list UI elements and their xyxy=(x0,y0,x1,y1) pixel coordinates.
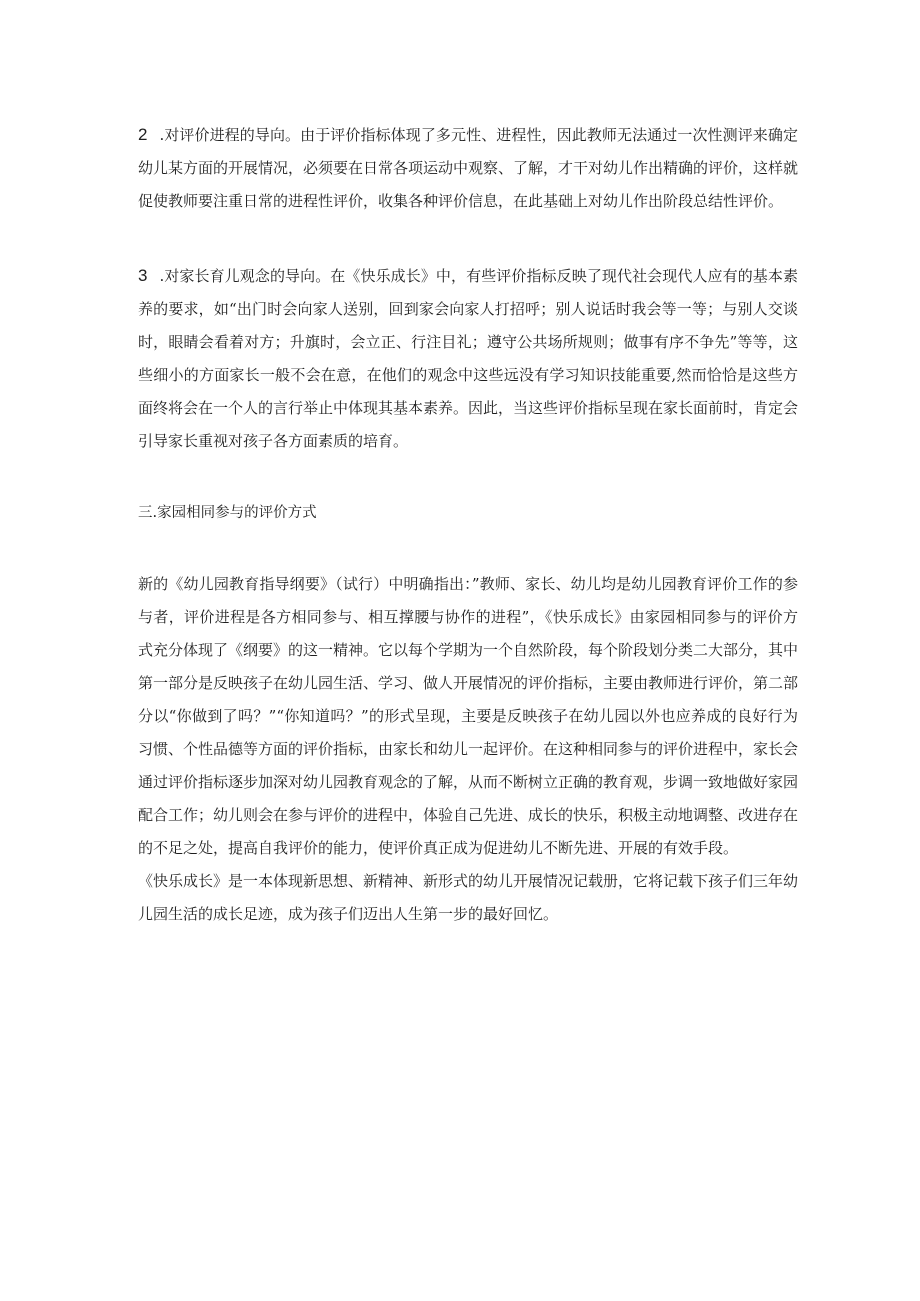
section-heading: 三.家园相同参与的评价方式 xyxy=(138,505,317,521)
paragraph-closing: 《快乐成长》是一本体现新思想、新精神、新形式的幼儿开展情况记载册，它将记载下孩子们三年幼儿园生活的成长足迹，成为孩子们迈出人生第一步的最好回忆。 xyxy=(138,872,799,923)
section-number: 3 xyxy=(138,266,148,285)
section-text: .对评价进程的导向。由于评价指标体现了多元性、进程性，因此教师无法通过一次性测评来确定幼儿某方面的开展情况，必须要在日常各项运动中观察、了解，才干对幼儿作出精确的评价，这样就促使教师要注重日常的进程性评价，收集各种评价信息，在此基础上对幼儿作出阶段总结性评价。 xyxy=(138,126,799,210)
section-number: 2 xyxy=(138,125,148,144)
paragraph-section-2 xyxy=(138,118,798,218)
paragraph-main: 新的《幼儿园教育指导纲要》（试行）中明确指出：”教师、家长、幼儿均是幼儿园教育评价工作的参与者，评价进程是各方相同参与、相互撑腰与协作的进程”，《快乐成长》由家园相同参与的评价方式充分体现了《纲要》的这一精神。它以每个学期为一个自然阶段，每个阶段划分类二大部分，其中第一部分是反映孩子在幼儿园生活、学习、做人开展情况的评价指标，主要由教师进行评价，第二部分以“你做到了吗？”“你知道吗？”的形式呈现，主要是反映孩子在幼儿园以外也应养成的良好行为习惯、个性品德等方面的评价指标，由家长和幼儿一起评价。在这种相同参与的评价进程中，家长会通过评价指标逐步加深对幼儿园教育观念的了解，从而不断树立正确的教育观，步调一致地做好家园配合工作；幼儿则会在参与评价的进程中，体验自己先进、成长的快乐，积极主动地调整、改进存在的不足之处，提高自我评价的能力，使评价真正成为促进幼儿不断先进、开展的有效手段。 xyxy=(138,575,799,857)
paragraph-section-3 xyxy=(138,259,798,458)
document-body xyxy=(138,118,798,931)
section-text: .对家长育儿观念的导向。在《快乐成长》中，有些评价指标反映了现代社会现代人应有的基本素养的要求，如“出门时会向家人送别，回到家会向家人打招呼；别人说话时我会等一等；与别人交谈时，眼睛会看着对方；升旗时，会立正、行注目礼；遵守公共场所规则；做事有序不争先”等等，这些细小的方面家长一般不会在意，在他们的观念中这些远没有学习知识技能重要,然而恰恰是这些方面终将会在一个人的言行举止中体现其基本素养。因此，当这些评价指标呈现在家长面前时，肯定会引导家长重视对孩子各方面素质的培育。 xyxy=(138,267,799,450)
